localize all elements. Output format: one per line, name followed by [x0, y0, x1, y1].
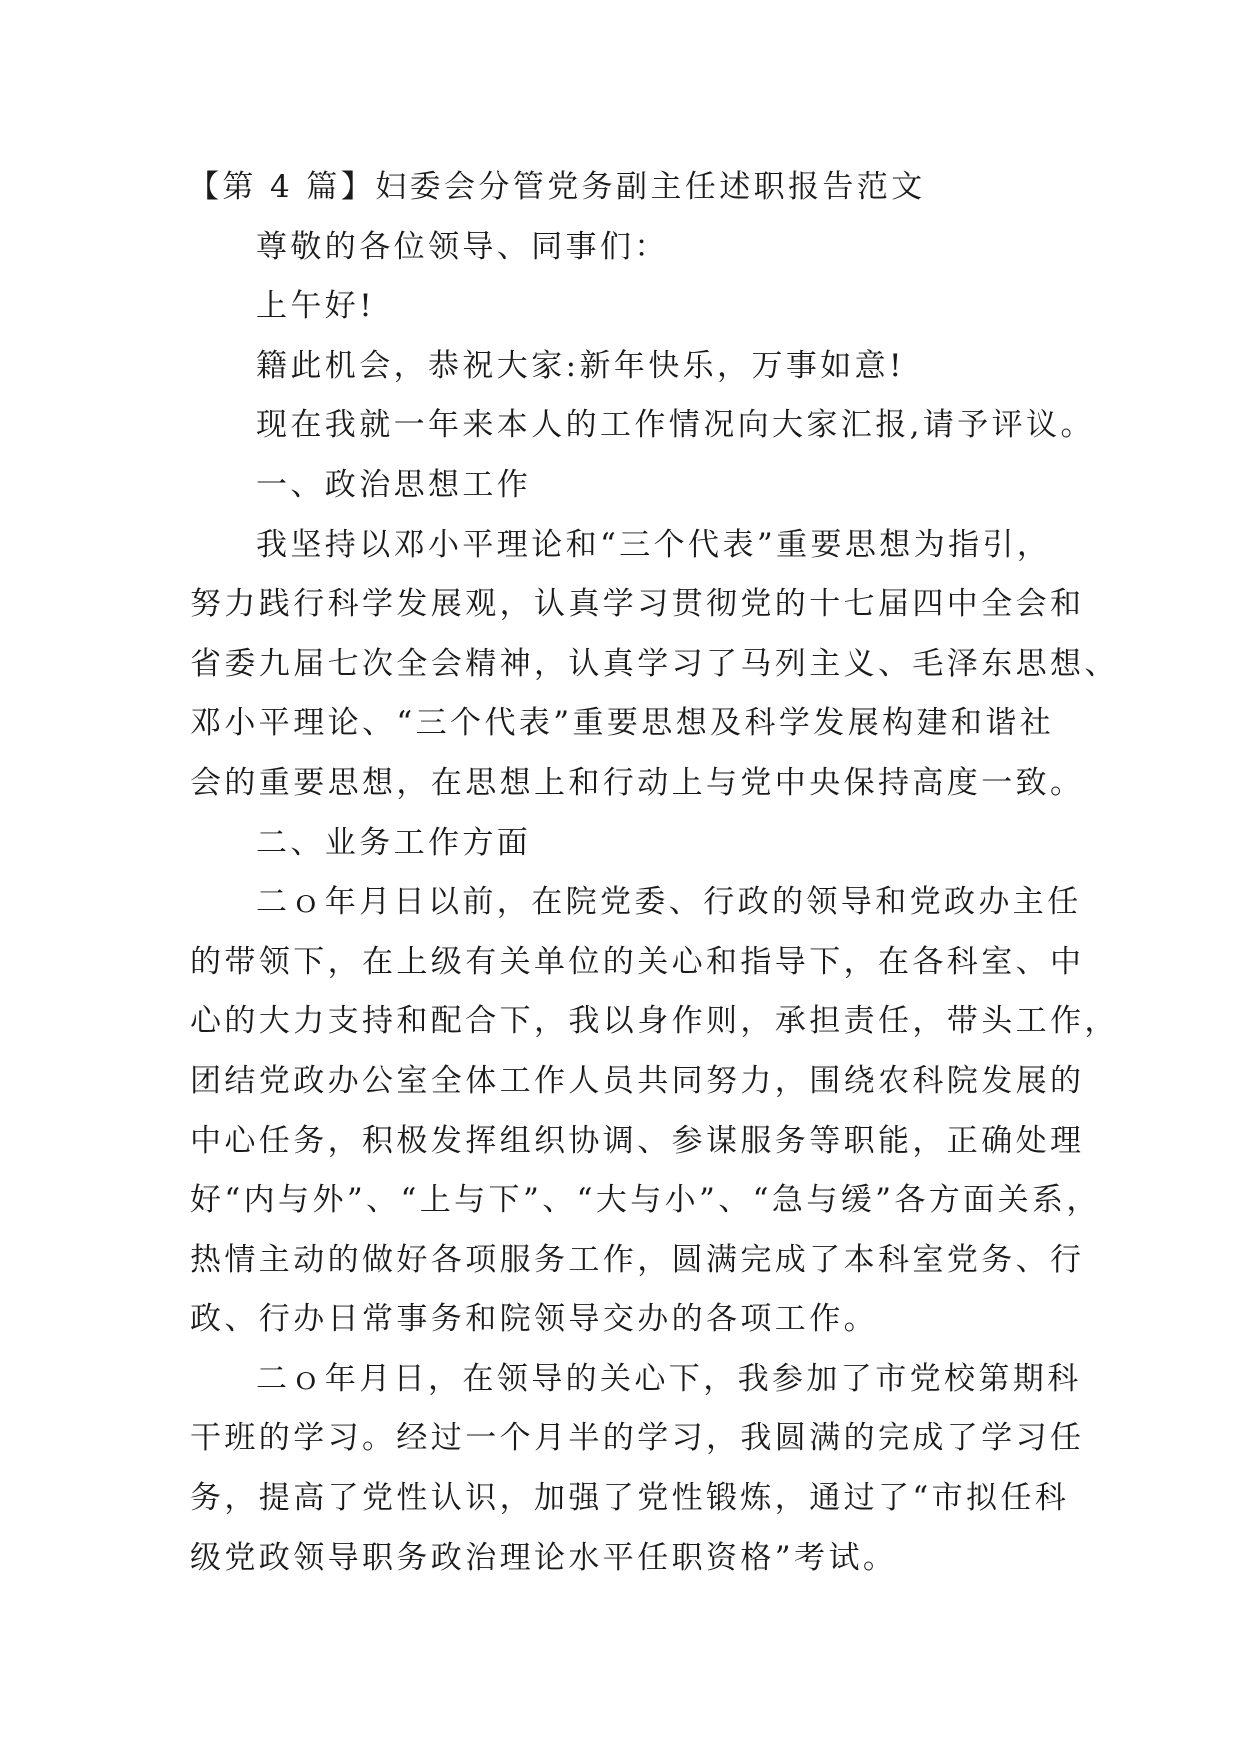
paragraph-line: 我坚持以邓小平理论和“三个代表”重要思想为指引， [256, 526, 1052, 563]
paragraph-line: 中心任务，积极发挥组织协调、参谋服务等职能，正确处理 [190, 1122, 1085, 1159]
section-heading-political: 一、政治思想工作 [256, 466, 532, 503]
paragraph-line: 务，提高了党性认识，加强了党性锻炼，通过了“市拟任科 [190, 1480, 1070, 1517]
greeting: 上午好! [256, 288, 376, 325]
new-year-wishes: 籍此机会，恭祝大家:新年快乐，万事如意! [256, 347, 905, 384]
paragraph-line: 的带领下，在上级有关单位的关心和指导下，在各科室、中 [190, 943, 1085, 980]
paragraph-line: 会的重要思想，在思想上和行动上与党中央保持高度一致。 [190, 764, 1085, 801]
paragraph-line: 二ｏ年月日，在领导的关心下，我参加了市党校第期科 [256, 1360, 1082, 1397]
paragraph-line: 政、行办日常事务和院领导交办的各项工作。 [190, 1301, 878, 1338]
paragraph-line: 努力践行科学发展观，认真学习贯彻党的十七届四中全会和 [190, 586, 1085, 623]
section-heading-business: 二、业务工作方面 [256, 824, 532, 861]
paragraph-line: 省委九届七次全会精神，认真学习了马列主义、毛泽东思想、 [190, 645, 1119, 682]
paragraph-line: 邓小平理论、“三个代表”重要思想及科学发展构建和谐社 [190, 705, 1055, 742]
report-intro: 现在我就一年来本人的工作情况向大家汇报,请予评议。 [256, 407, 1095, 444]
paragraph-line: 级党政领导职务政治理论水平任职资格”考试。 [190, 1539, 898, 1576]
paragraph-line: 好“内与外”、“上与下”、“大与小”、“急与缓”各方面关系， [190, 1182, 1101, 1219]
paragraph-line: 心的大力支持和配合下，我以身作则，承担责任，带头工作， [190, 1003, 1119, 1040]
document-body [188, 158, 1119, 1588]
paragraph-line: 干班的学习。经过一个月半的学习，我圆满的完成了学习任 [190, 1420, 1085, 1457]
paragraph-line: 二ｏ年月日以前，在院党委、行政的领导和党政办主任 [256, 884, 1082, 921]
document-title: 【第 4 篇】妇委会分管党务副主任述职报告范文 [188, 169, 926, 205]
paragraph-line: 热情主动的做好各项服务工作，圆满完成了本科室党务、行 [190, 1241, 1085, 1278]
salutation: 尊敬的各位领导、同事们： [256, 228, 669, 265]
paragraph-line: 团结党政办公室全体工作人员共同努力，围绕农科院发展的 [190, 1062, 1085, 1099]
